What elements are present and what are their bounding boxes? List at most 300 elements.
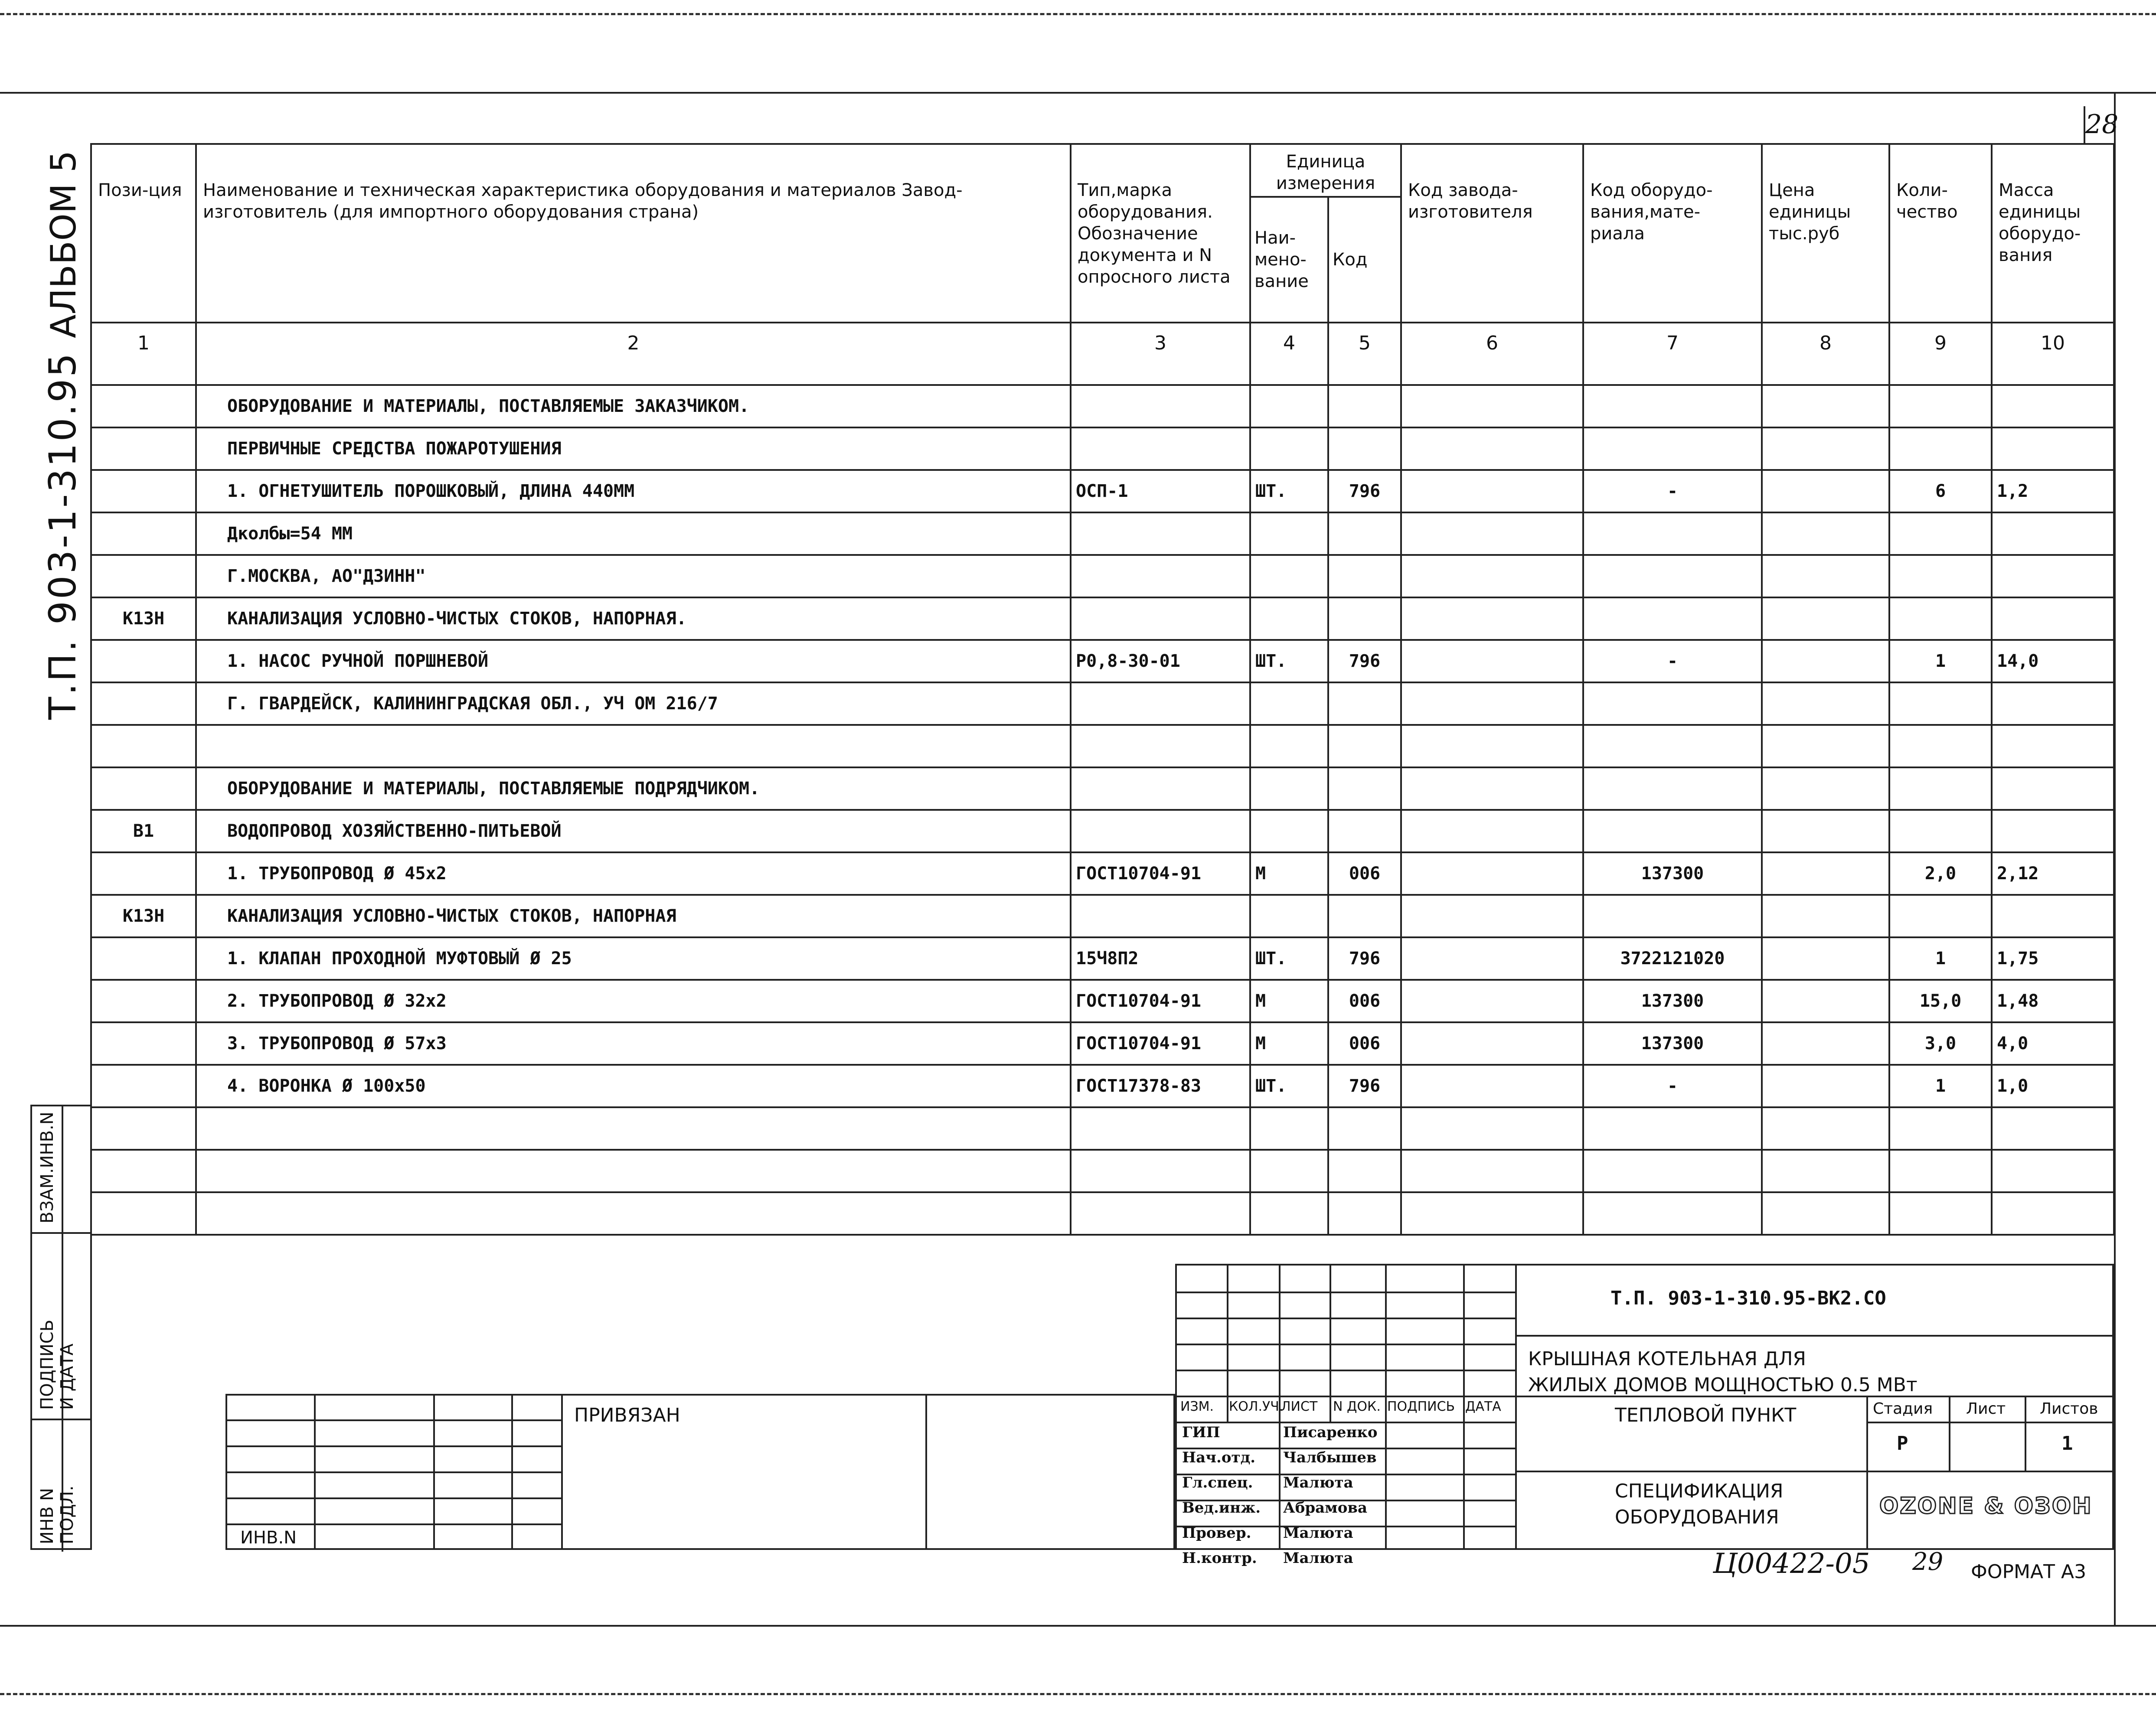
table-row xyxy=(91,895,2114,937)
cell-qty xyxy=(1889,682,1992,725)
cell-type: 15Ч8П2 xyxy=(1071,937,1250,980)
cell-qty xyxy=(1889,767,1992,810)
cell-name: Г. ГВАРДЕЙСК, КАЛИНИНГРАДСКАЯ ОБЛ., УЧ ОМ 216/7 xyxy=(196,682,1071,725)
sheets-value: 1 xyxy=(2061,1432,2073,1455)
cell-qty xyxy=(1889,385,1992,427)
cell-mass: 1,2 xyxy=(1992,470,2114,512)
cell-type xyxy=(1071,1192,1250,1235)
cell-type xyxy=(1071,895,1250,937)
column-number: 7 xyxy=(1583,323,1762,385)
people-list xyxy=(1177,1398,1515,1567)
cell-ucode: 796 xyxy=(1328,1065,1401,1107)
person-name: Малюта xyxy=(1283,1524,1353,1542)
cell-qty xyxy=(1889,512,1992,555)
cell-pos xyxy=(91,1107,196,1150)
header-unit-group: Единица измерения xyxy=(1250,144,1401,197)
sheets-header: Листов xyxy=(2040,1400,2098,1418)
cell-mass xyxy=(1992,895,2114,937)
cell-type xyxy=(1071,597,1250,640)
cell-uname: М xyxy=(1250,980,1328,1022)
cell-uname xyxy=(1250,895,1328,937)
spec-table xyxy=(90,143,2115,1236)
cell-mass xyxy=(1992,597,2114,640)
table-row xyxy=(91,1107,2114,1150)
cell-price xyxy=(1762,427,1889,470)
cell-pos xyxy=(91,470,196,512)
cell-name: КАНАЛИЗАЦИЯ УСЛОВНО-ЧИСТЫХ СТОКОВ, НАПОРНАЯ. xyxy=(196,597,1071,640)
cell-name: 1. ОГНЕТУШИТЕЛЬ ПОРОШКОВЫЙ, ДЛИНА 440ММ xyxy=(196,470,1071,512)
column-number: 2 xyxy=(196,323,1071,385)
cell-price xyxy=(1762,767,1889,810)
side-stamp xyxy=(30,1105,90,1550)
cell-ucode xyxy=(1328,427,1401,470)
cell-type xyxy=(1071,810,1250,852)
cell-ucode xyxy=(1328,1107,1401,1150)
side-stamp-sep2 xyxy=(32,1419,90,1420)
title-divider xyxy=(1515,1266,1517,1548)
table-row xyxy=(91,682,2114,725)
cell-name: КАНАЛИЗАЦИЯ УСЛОВНО-ЧИСТЫХ СТОКОВ, НАПОРНАЯ xyxy=(196,895,1071,937)
stage-col xyxy=(2025,1396,2026,1471)
cell-uname xyxy=(1250,597,1328,640)
cell-uname xyxy=(1250,1107,1328,1150)
cell-name xyxy=(196,1150,1071,1192)
cell-mass xyxy=(1992,1107,2114,1150)
cell-ecode xyxy=(1583,555,1762,597)
rev-header: ИЗМ. xyxy=(1180,1399,1214,1414)
table-row xyxy=(91,385,2114,427)
cell-name: 2. ТРУБОПРОВОД Ø 32x2 xyxy=(196,980,1071,1022)
cell-pos xyxy=(91,427,196,470)
cell-price xyxy=(1762,1192,1889,1235)
side-stamp-vzam: ВЗАМ.ИНВ.N xyxy=(37,1112,57,1223)
cell-price xyxy=(1762,1107,1889,1150)
person-role: Гл.спец. xyxy=(1182,1474,1253,1491)
cell-name xyxy=(196,1107,1071,1150)
table-row xyxy=(91,725,2114,767)
cell-ecode xyxy=(1583,682,1762,725)
cell-mass xyxy=(1992,682,2114,725)
cell-type xyxy=(1071,385,1250,427)
cell-pos xyxy=(91,1150,196,1192)
cell-price xyxy=(1762,682,1889,725)
cell-ucode xyxy=(1328,385,1401,427)
cell-ecode xyxy=(1583,810,1762,852)
side-stamp-signature-date: ПОДПИСЬ И ДАТА xyxy=(37,1319,77,1410)
column-number: 9 xyxy=(1889,323,1992,385)
column-number-row xyxy=(91,323,2114,385)
cell-type: ГОСТ10704-91 xyxy=(1071,1022,1250,1065)
cell-pos: К13Н xyxy=(91,597,196,640)
doc-code: Т.П. 903-1-310.95-ВК2.СО xyxy=(1610,1287,1886,1309)
header-price: Цена единицы тыс.руб xyxy=(1762,144,1889,323)
binding-label: ПРИВЯЗАН xyxy=(574,1404,680,1426)
side-stamp-inv-podl: ИНВ N ПОДЛ. xyxy=(37,1485,77,1544)
cell-fcode xyxy=(1401,682,1583,725)
cell-qty xyxy=(1889,597,1992,640)
cell-price xyxy=(1762,725,1889,767)
side-stamp-sep1 xyxy=(32,1232,90,1234)
cell-pos xyxy=(91,1022,196,1065)
cell-type: ОСП-1 xyxy=(1071,470,1250,512)
cell-qty: 1 xyxy=(1889,1065,1992,1107)
cell-price xyxy=(1762,980,1889,1022)
outer-frame-top xyxy=(0,92,2156,94)
cell-ucode: 006 xyxy=(1328,852,1401,895)
cell-type: ГОСТ10704-91 xyxy=(1071,980,1250,1022)
cell-uname xyxy=(1250,682,1328,725)
cell-type xyxy=(1071,512,1250,555)
binding-col xyxy=(925,1396,927,1548)
stage-value: Р xyxy=(1897,1432,1908,1455)
top-scan-line xyxy=(0,13,2156,15)
cell-fcode xyxy=(1401,1107,1583,1150)
cell-fcode xyxy=(1401,767,1583,810)
cell-name: 1. ТРУБОПРОВОД Ø 45x2 xyxy=(196,852,1071,895)
cell-qty xyxy=(1889,555,1992,597)
table-row xyxy=(91,597,2114,640)
cell-pos xyxy=(91,980,196,1022)
cell-pos xyxy=(91,937,196,980)
cell-qty xyxy=(1889,427,1992,470)
cell-price xyxy=(1762,512,1889,555)
person-role: Н.контр. xyxy=(1182,1549,1257,1567)
title-line xyxy=(1515,1335,2112,1337)
header-unit-name: Наи-мено-вание xyxy=(1250,197,1328,323)
cell-ucode: 796 xyxy=(1328,937,1401,980)
doc-title-line1: СПЕЦИФИКАЦИЯ xyxy=(1615,1480,1784,1502)
cell-fcode xyxy=(1401,1192,1583,1235)
cell-uname: ШТ. xyxy=(1250,470,1328,512)
cell-type xyxy=(1071,682,1250,725)
title-line xyxy=(1515,1471,2112,1472)
cell-price xyxy=(1762,810,1889,852)
cell-ecode xyxy=(1583,1107,1762,1150)
cell-uname: ШТ. xyxy=(1250,1065,1328,1107)
table-row xyxy=(91,1065,2114,1107)
cell-ecode: - xyxy=(1583,1065,1762,1107)
cell-mass: 2,12 xyxy=(1992,852,2114,895)
sheet-number: 28 xyxy=(2084,106,2116,145)
column-number: 1 xyxy=(91,323,196,385)
cell-ucode: 006 xyxy=(1328,980,1401,1022)
cell-name: 1. НАСОС РУЧНОЙ ПОРШНЕВОЙ xyxy=(196,640,1071,682)
cell-qty: 2,0 xyxy=(1889,852,1992,895)
cell-price xyxy=(1762,385,1889,427)
cell-ecode: - xyxy=(1583,640,1762,682)
cell-fcode xyxy=(1401,427,1583,470)
cell-type xyxy=(1071,555,1250,597)
cell-pos xyxy=(91,640,196,682)
cell-pos xyxy=(91,555,196,597)
cell-fcode xyxy=(1401,470,1583,512)
binding-col xyxy=(561,1396,563,1548)
cell-type: ГОСТ17378-83 xyxy=(1071,1065,1250,1107)
table-row xyxy=(91,852,2114,895)
cell-ecode xyxy=(1583,427,1762,470)
cell-ucode: 796 xyxy=(1328,640,1401,682)
person-role: Провер. xyxy=(1182,1524,1251,1542)
cell-qty: 3,0 xyxy=(1889,1022,1992,1065)
cell-uname xyxy=(1250,767,1328,810)
header-name: Наименование и техническая характеристика оборудования и материалов Завод-изготовитель (для импортного оборудования страна) xyxy=(196,144,1071,323)
binding-col xyxy=(433,1396,435,1548)
format-label: ФОРМАТ А3 xyxy=(1971,1561,2087,1583)
cell-qty: 1 xyxy=(1889,937,1992,980)
cell-fcode xyxy=(1401,852,1583,895)
cell-mass xyxy=(1992,767,2114,810)
cell-name: Дколбы=54 ММ xyxy=(196,512,1071,555)
cell-mass xyxy=(1992,512,2114,555)
cell-qty xyxy=(1889,1150,1992,1192)
cell-ucode xyxy=(1328,895,1401,937)
cell-qty xyxy=(1889,1107,1992,1150)
stage-col xyxy=(1949,1396,1950,1471)
cell-fcode xyxy=(1401,937,1583,980)
cell-name: ОБОРУДОВАНИЕ И МАТЕРИАЛЫ, ПОСТАВЛЯЕМЫЕ ПОДРЯДЧИКОМ. xyxy=(196,767,1071,810)
stage-header: Стадия xyxy=(1873,1400,1933,1418)
binding-inv: ИНВ.N xyxy=(240,1528,297,1548)
person-role: Нач.отд. xyxy=(1182,1449,1256,1466)
cell-fcode xyxy=(1401,1150,1583,1192)
person-name: Малюта xyxy=(1283,1474,1353,1491)
person-role: Вед.инж. xyxy=(1182,1499,1261,1517)
header-row xyxy=(91,144,2114,197)
cell-ecode xyxy=(1583,725,1762,767)
cell-mass xyxy=(1992,427,2114,470)
table-row xyxy=(91,555,2114,597)
column-number: 3 xyxy=(1071,323,1250,385)
cell-price xyxy=(1762,1022,1889,1065)
cell-uname: ШТ. xyxy=(1250,937,1328,980)
album-label: АЛЬБОМ 5 xyxy=(43,150,84,338)
cell-uname xyxy=(1250,810,1328,852)
cell-type: ГОСТ10704-91 xyxy=(1071,852,1250,895)
cell-mass xyxy=(1992,810,2114,852)
stage-line xyxy=(1866,1422,2112,1423)
cell-ecode xyxy=(1583,895,1762,937)
column-number: 8 xyxy=(1762,323,1889,385)
person-name: Малюта xyxy=(1283,1549,1353,1567)
cell-ecode xyxy=(1583,1150,1762,1192)
column-number: 6 xyxy=(1401,323,1583,385)
table-row xyxy=(91,470,2114,512)
column-number: 10 xyxy=(1992,323,2114,385)
cell-fcode xyxy=(1401,1022,1583,1065)
table-row xyxy=(91,427,2114,470)
cell-pos xyxy=(91,1192,196,1235)
cell-uname: ШТ. xyxy=(1250,640,1328,682)
cell-price xyxy=(1762,640,1889,682)
person-name: Чалбышев xyxy=(1283,1449,1377,1466)
object-line1: КРЫШНАЯ КОТЕЛЬНАЯ ДЛЯ xyxy=(1528,1348,1806,1370)
cell-uname xyxy=(1250,1150,1328,1192)
cell-type xyxy=(1071,725,1250,767)
cell-ecode xyxy=(1583,512,1762,555)
cell-ecode: - xyxy=(1583,470,1762,512)
rev-header: КОЛ.УЧ. xyxy=(1229,1399,1284,1414)
cell-type xyxy=(1071,1107,1250,1150)
cell-ecode: 3722121020 xyxy=(1583,937,1762,980)
object-line2: ЖИЛЫХ ДОМОВ МОЩНОСТЬЮ 0.5 МВт xyxy=(1528,1374,1918,1396)
outer-frame-bottom xyxy=(0,1625,2156,1627)
cell-fcode xyxy=(1401,555,1583,597)
cell-name: 1. КЛАПАН ПРОХОДНОЙ МУФТОВЫЙ Ø 25 xyxy=(196,937,1071,980)
table-row xyxy=(91,1022,2114,1065)
cell-mass xyxy=(1992,725,2114,767)
section-title: ТЕПЛОВОЙ ПУНКТ xyxy=(1615,1404,1797,1426)
header-equipment-code: Код оборудо-вания,мате-риала xyxy=(1583,144,1762,323)
table-row xyxy=(91,810,2114,852)
cell-mass xyxy=(1992,1150,2114,1192)
header-mass: Масса единицы оборудо-вания xyxy=(1992,144,2114,323)
binding-col xyxy=(314,1396,316,1548)
cell-pos: К13Н xyxy=(91,895,196,937)
org-logo: OZONE & ОЗОН xyxy=(1879,1493,2093,1519)
cell-fcode xyxy=(1401,1065,1583,1107)
rev-header: ПОДПИСЬ xyxy=(1387,1399,1455,1414)
cell-price xyxy=(1762,1065,1889,1107)
cell-pos xyxy=(91,385,196,427)
cell-ucode xyxy=(1328,1192,1401,1235)
title-col xyxy=(1866,1396,1868,1548)
cell-ucode: 006 xyxy=(1328,1022,1401,1065)
cell-uname xyxy=(1250,385,1328,427)
header-factory-code: Код завода-изготовителя xyxy=(1401,144,1583,323)
cell-ecode xyxy=(1583,385,1762,427)
header-quantity: Коли-чество xyxy=(1889,144,1992,323)
rev-header: ДАТА xyxy=(1465,1399,1501,1414)
header-type: Тип,марка оборудования. Обозначение документа и N опросного листа xyxy=(1071,144,1250,323)
cell-price xyxy=(1762,597,1889,640)
cell-ucode xyxy=(1328,555,1401,597)
cell-ucode xyxy=(1328,1150,1401,1192)
cell-name: 3. ТРУБОПРОВОД Ø 57x3 xyxy=(196,1022,1071,1065)
cell-type: Р0,8-30-01 xyxy=(1071,640,1250,682)
cell-pos xyxy=(91,682,196,725)
cell-qty xyxy=(1889,1192,1992,1235)
rev-header: N ДОК. xyxy=(1333,1399,1381,1414)
table-row xyxy=(91,937,2114,980)
cell-type xyxy=(1071,1150,1250,1192)
bottom-scan-line xyxy=(0,1693,2156,1695)
cell-uname xyxy=(1250,512,1328,555)
rev-header: ЛИСТ xyxy=(1281,1399,1318,1414)
cell-fcode xyxy=(1401,810,1583,852)
cell-qty: 1 xyxy=(1889,640,1992,682)
cell-pos xyxy=(91,852,196,895)
cell-qty xyxy=(1889,895,1992,937)
cell-mass: 1,0 xyxy=(1992,1065,2114,1107)
cell-fcode xyxy=(1401,725,1583,767)
cell-ucode: 796 xyxy=(1328,470,1401,512)
cell-qty: 6 xyxy=(1889,470,1992,512)
cell-qty: 15,0 xyxy=(1889,980,1992,1022)
binding-col xyxy=(511,1396,513,1548)
cell-mass xyxy=(1992,555,2114,597)
cell-uname xyxy=(1250,725,1328,767)
cell-fcode xyxy=(1401,640,1583,682)
binding-block xyxy=(225,1394,1175,1550)
table-row xyxy=(91,980,2114,1022)
cell-name: Г.МОСКВА, АО"ДЗИНН" xyxy=(196,555,1071,597)
cell-ucode xyxy=(1328,767,1401,810)
project-code-side: Т.П. 903-1-310.95 xyxy=(41,351,85,720)
cell-pos xyxy=(91,1065,196,1107)
archive-page: 29 xyxy=(1912,1548,1944,1576)
cell-qty xyxy=(1889,725,1992,767)
person-name: Абрамова xyxy=(1283,1499,1368,1517)
cell-mass xyxy=(1992,385,2114,427)
cell-pos xyxy=(91,512,196,555)
cell-price xyxy=(1762,895,1889,937)
cell-mass: 4,0 xyxy=(1992,1022,2114,1065)
cell-ecode xyxy=(1583,597,1762,640)
table-row xyxy=(91,1150,2114,1192)
cell-fcode xyxy=(1401,512,1583,555)
person-name: Писаренко xyxy=(1283,1424,1378,1441)
sheet-header: Лист xyxy=(1966,1400,2006,1418)
cell-ecode xyxy=(1583,767,1762,810)
cell-name: ВОДОПРОВОД ХОЗЯЙСТВЕННО-ПИТЬЕВОЙ xyxy=(196,810,1071,852)
cell-pos xyxy=(91,767,196,810)
cell-name xyxy=(196,725,1071,767)
cell-ecode xyxy=(1583,1192,1762,1235)
person-role: ГИП xyxy=(1182,1424,1220,1441)
table-row xyxy=(91,767,2114,810)
cell-pos: В1 xyxy=(91,810,196,852)
cell-mass: 14,0 xyxy=(1992,640,2114,682)
cell-ucode xyxy=(1328,725,1401,767)
header-position: Пози-ция xyxy=(91,144,196,323)
cell-fcode xyxy=(1401,597,1583,640)
cell-ecode: 137300 xyxy=(1583,852,1762,895)
cell-mass: 1,48 xyxy=(1992,980,2114,1022)
column-number: 4 xyxy=(1250,323,1328,385)
cell-mass: 1,75 xyxy=(1992,937,2114,980)
cell-type xyxy=(1071,427,1250,470)
cell-uname xyxy=(1250,427,1328,470)
doc-title-line2: ОБОРУДОВАНИЯ xyxy=(1615,1506,1779,1528)
cell-uname: М xyxy=(1250,852,1328,895)
cell-price xyxy=(1762,852,1889,895)
cell-mass xyxy=(1992,1192,2114,1235)
cell-price xyxy=(1762,470,1889,512)
cell-type xyxy=(1071,767,1250,810)
cell-fcode xyxy=(1401,385,1583,427)
table-row xyxy=(91,640,2114,682)
cell-ucode xyxy=(1328,810,1401,852)
cell-name: ПЕРВИЧНЫЕ СРЕДСТВА ПОЖАРОТУШЕНИЯ xyxy=(196,427,1071,470)
cell-uname: М xyxy=(1250,1022,1328,1065)
cell-ecode: 137300 xyxy=(1583,980,1762,1022)
cell-name: 4. ВОРОНКА Ø 100x50 xyxy=(196,1065,1071,1107)
cell-pos xyxy=(91,725,196,767)
cell-ucode xyxy=(1328,512,1401,555)
header-unit-code: Код xyxy=(1328,197,1401,323)
cell-price xyxy=(1762,1150,1889,1192)
cell-ecode: 137300 xyxy=(1583,1022,1762,1065)
cell-fcode xyxy=(1401,895,1583,937)
cell-price xyxy=(1762,555,1889,597)
cell-uname xyxy=(1250,1192,1328,1235)
column-number: 5 xyxy=(1328,323,1401,385)
cell-fcode xyxy=(1401,980,1583,1022)
cell-name: ОБОРУДОВАНИЕ И МАТЕРИАЛЫ, ПОСТАВЛЯЕМЫЕ ЗАКАЗЧИКОМ. xyxy=(196,385,1071,427)
table-row xyxy=(91,1192,2114,1235)
cell-ucode xyxy=(1328,682,1401,725)
cell-qty xyxy=(1889,810,1992,852)
